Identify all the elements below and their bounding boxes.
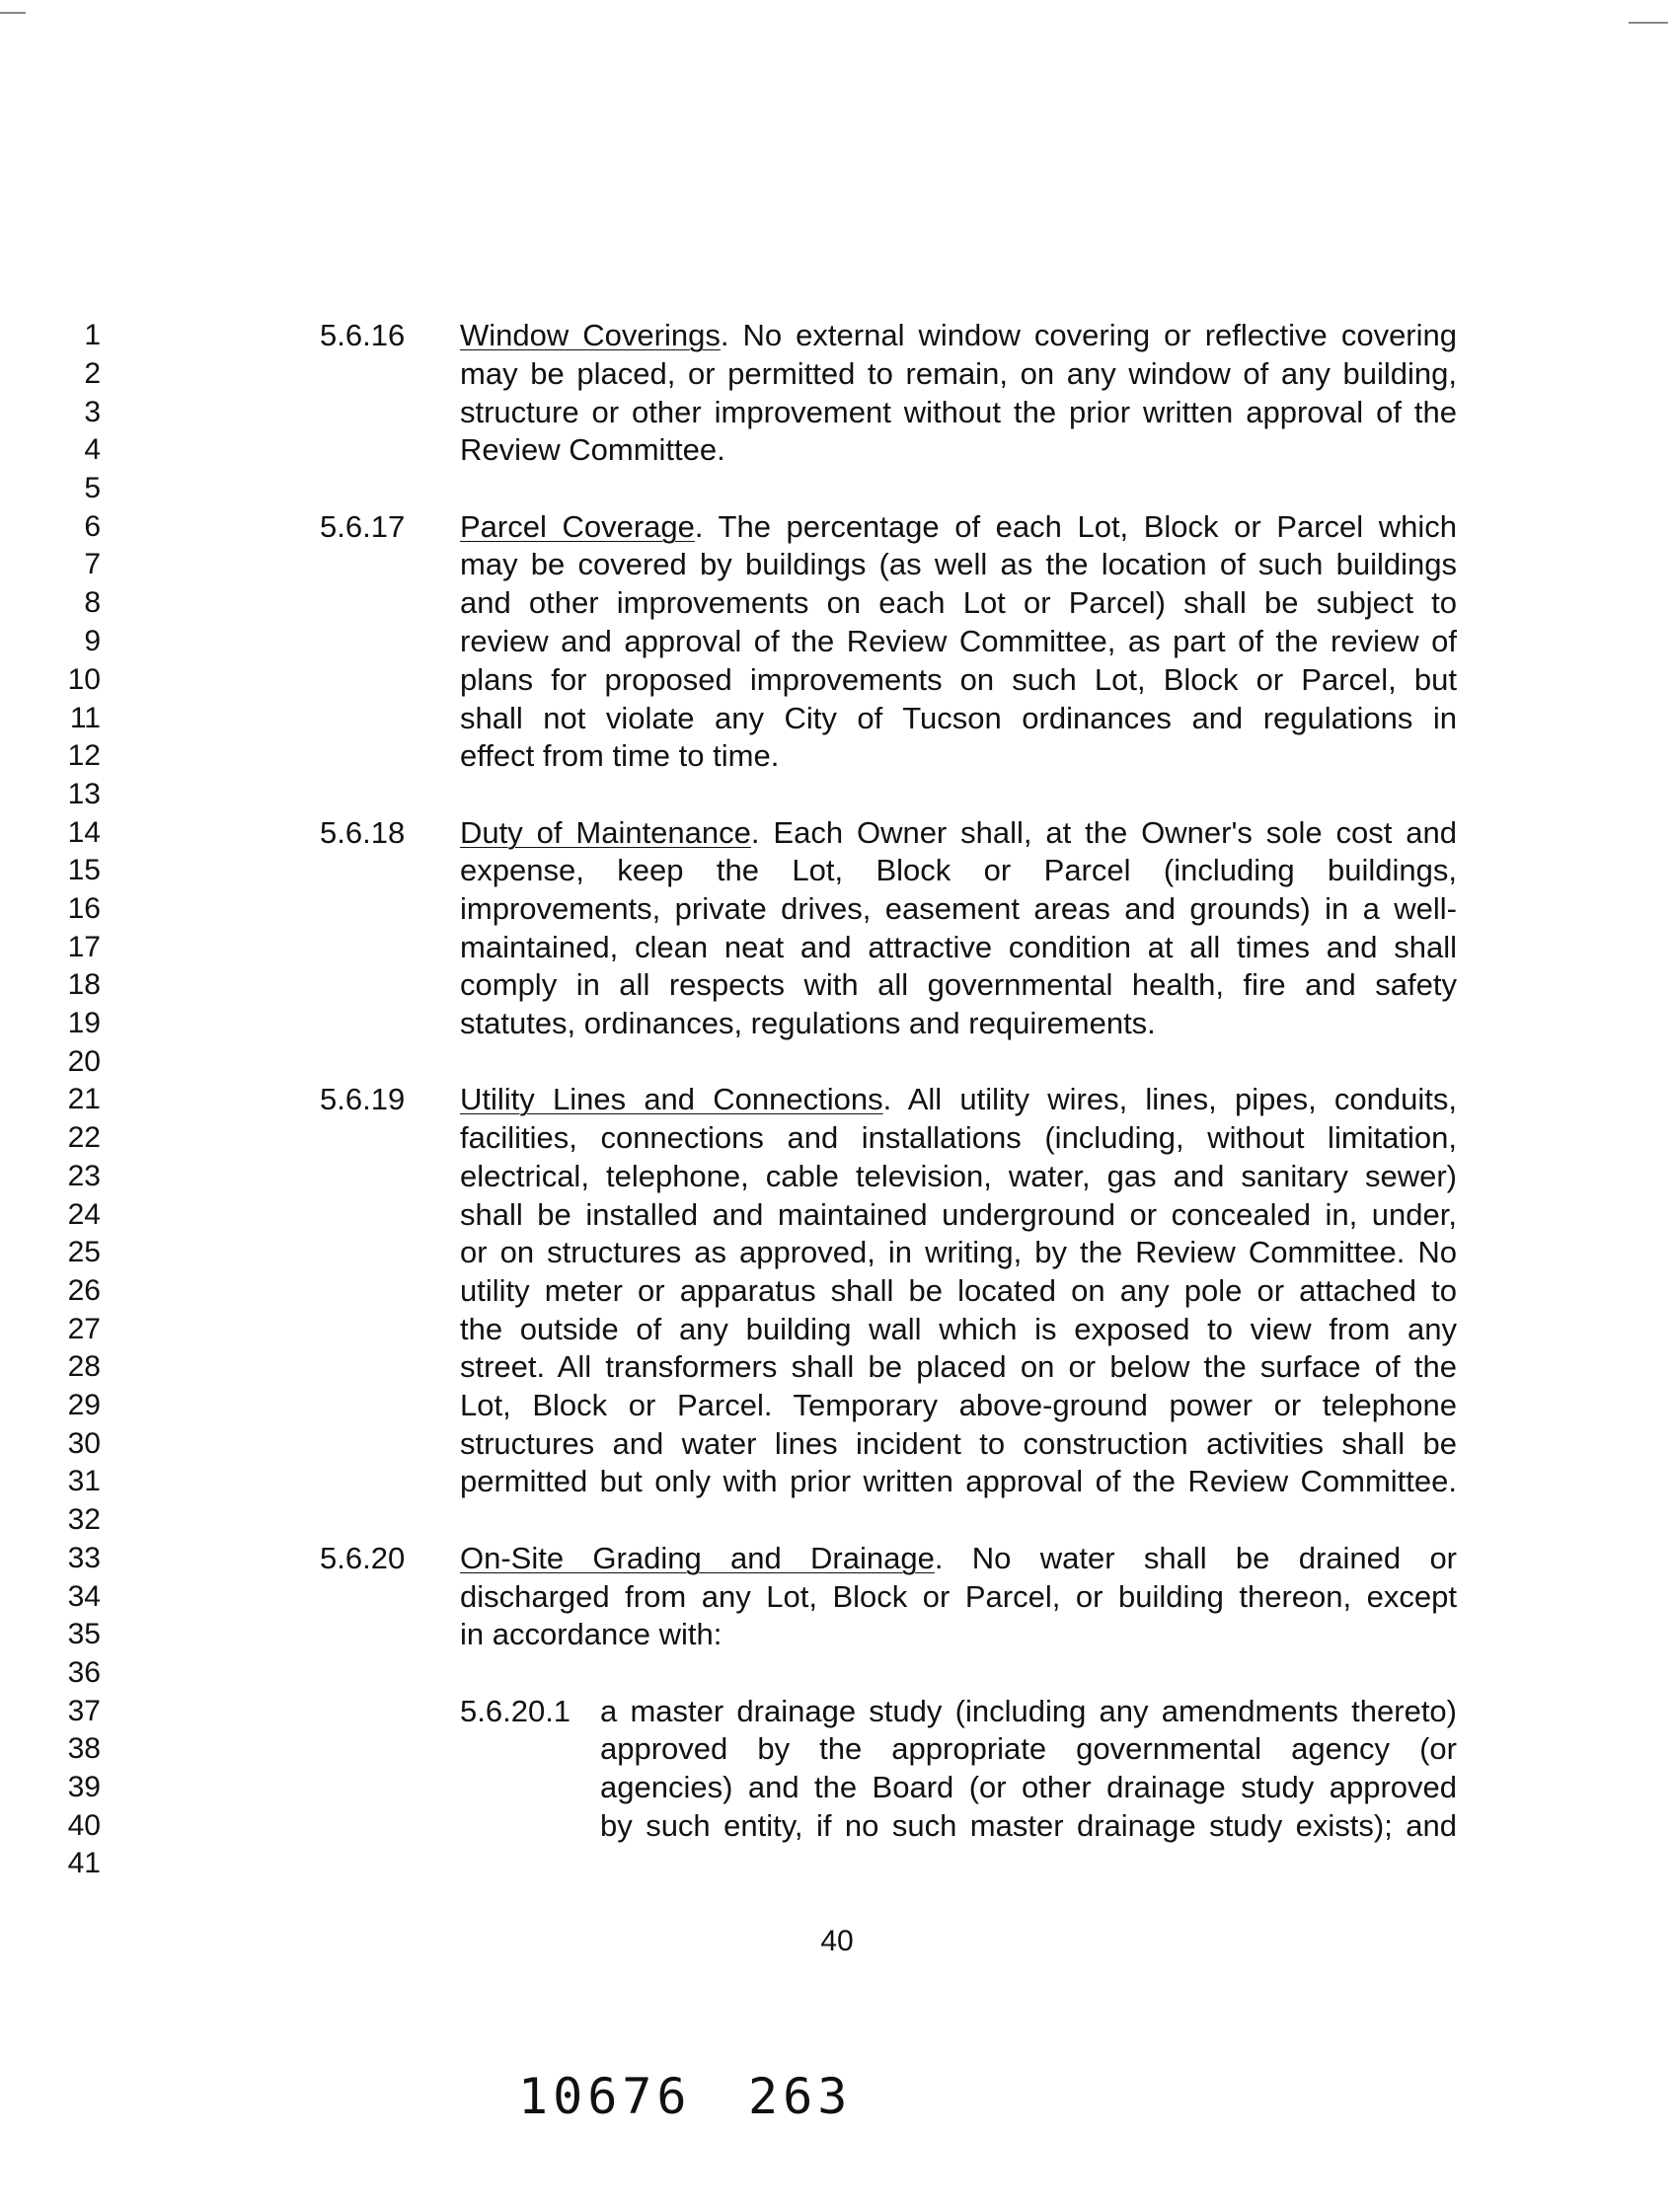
section-text-line: and other improvements on each Lot or Parcel) shall be subject to	[460, 585, 1457, 620]
line-number: 39	[67, 1771, 101, 1803]
section-text-line: or on structures as approved, in writing, by the Review Committee. No	[460, 1235, 1457, 1269]
section-text-line: Review Committee.	[460, 432, 725, 467]
section-text-line: Window Coverings. No external window covering or reflective covering	[460, 318, 1457, 352]
line-number: 18	[67, 968, 101, 1001]
section-text-line: utility meter or apparatus shall be located on any pole or attached to	[460, 1273, 1457, 1308]
section-number: 5.6.16	[320, 318, 406, 352]
page-number: 40	[820, 1925, 854, 1957]
section-text-line: structures and water lines incident to construction activities shall be	[460, 1426, 1457, 1461]
section-text-line: On-Site Grading and Drainage. No water shall be drained or	[460, 1541, 1458, 1575]
line-number: 15	[67, 854, 101, 886]
section-text-line: shall be installed and maintained underground or concealed in, under,	[460, 1197, 1457, 1232]
line-number: 4	[84, 433, 101, 466]
scan-mark-left	[0, 12, 26, 14]
section-number: 5.6.19	[320, 1082, 406, 1116]
line-number: 11	[69, 702, 101, 734]
section-number: 5.6.20	[320, 1541, 406, 1575]
line-number: 5	[84, 472, 101, 504]
scan-mark-right	[1629, 22, 1668, 24]
line-number: 21	[67, 1083, 101, 1115]
section-text-line: improvements, private drives, easement areas and grounds) in a well-	[460, 891, 1457, 926]
line-number: 8	[84, 586, 101, 619]
line-number: 12	[67, 739, 101, 772]
line-number: 41	[67, 1847, 101, 1879]
subsection-text-line: agencies) and the Board (or other drainage study approved	[600, 1770, 1457, 1804]
section-text-line: expense, keep the Lot, Block or Parcel (including buildings,	[460, 853, 1457, 887]
line-number: 24	[67, 1198, 101, 1231]
subsection-text-line: by such entity, if no such master drainage study exists); and	[600, 1808, 1457, 1843]
line-number: 38	[67, 1732, 101, 1765]
section-text-line: facilities, connections and installations (including, without limitation,	[460, 1120, 1457, 1155]
section-text-line: Lot, Block or Parcel. Temporary above-ground power or telephone	[460, 1388, 1457, 1422]
section-text-line: shall not violate any City of Tucson ordinances and regulations in	[460, 701, 1457, 735]
subsection-number: 5.6.20.1	[460, 1694, 571, 1728]
line-number: 25	[67, 1236, 101, 1268]
line-number: 1	[84, 319, 101, 351]
section-text-line: statutes, ordinances, regulations and requirements.	[460, 1006, 1156, 1040]
line-number: 3	[84, 396, 101, 428]
line-number: 36	[67, 1656, 101, 1689]
subsection-text-line: a master drainage study (including any amendments thereto)	[600, 1694, 1457, 1728]
line-number: 9	[84, 625, 101, 657]
section-number: 5.6.18	[320, 815, 406, 850]
subsection-text-line: approved by the appropriate governmental agency (or	[600, 1731, 1457, 1766]
section-heading: Duty of Maintenance	[460, 815, 751, 850]
line-number: 37	[67, 1695, 101, 1727]
section-heading: Parcel Coverage	[460, 509, 695, 544]
section-text-line: street. All transformers shall be placed on or below the surface of the	[460, 1349, 1457, 1384]
line-number: 32	[67, 1503, 101, 1536]
line-number: 20	[67, 1045, 101, 1078]
section-text-line: may be covered by buildings (as well as the location of such buildings	[460, 547, 1457, 581]
section-text-line: Duty of Maintenance. Each Owner shall, at the Owner's sole cost and	[460, 815, 1457, 850]
section-text-line: Parcel Coverage. The percentage of each Lot, Block or Parcel which	[460, 509, 1457, 544]
section-text-line: review and approval of the Review Committee, as part of the review of	[460, 624, 1457, 658]
line-number: 33	[67, 1542, 101, 1574]
line-number: 29	[67, 1389, 101, 1421]
line-number: 40	[67, 1809, 101, 1842]
section-heading: Window Coverings	[460, 318, 721, 352]
section-text-line: may be placed, or permitted to remain, on any window of any building,	[460, 356, 1457, 391]
line-number: 23	[67, 1160, 101, 1192]
line-number: 7	[84, 548, 101, 580]
section-text-line: comply in all respects with all governmental health, fire and safety	[460, 967, 1457, 1002]
section-heading: On-Site Grading and Drainage	[460, 1541, 935, 1575]
book-number: 10676	[518, 2068, 692, 2125]
section-text-line: in accordance with:	[460, 1617, 723, 1651]
line-number: 31	[67, 1465, 101, 1497]
section-text-line: discharged from any Lot, Block or Parcel, or building thereon, except	[460, 1579, 1457, 1614]
line-number: 22	[67, 1121, 101, 1154]
line-number: 17	[67, 931, 101, 963]
section-text-line: plans for proposed improvements on such Lot, Block or Parcel, but	[460, 662, 1457, 697]
line-number: 2	[84, 357, 101, 390]
line-number: 27	[67, 1313, 101, 1345]
section-heading: Utility Lines and Connections	[460, 1082, 883, 1116]
section-text-line: effect from time to time.	[460, 738, 780, 773]
line-number: 19	[67, 1007, 101, 1039]
line-number: 34	[67, 1580, 101, 1613]
line-number: 14	[67, 816, 101, 849]
section-text-line: maintained, clean neat and attractive condition at all times and shall	[460, 930, 1457, 964]
section-text-line: permitted but only with prior written approval of the Review Committee.	[460, 1464, 1457, 1498]
line-number: 35	[67, 1618, 101, 1650]
line-number: 28	[67, 1350, 101, 1383]
section-text-line: the outside of any building wall which is exposed to view from any	[460, 1312, 1457, 1346]
line-number: 6	[84, 510, 101, 543]
line-number: 30	[67, 1427, 101, 1460]
section-number: 5.6.17	[320, 509, 406, 544]
book-page-number: 263	[748, 2068, 853, 2125]
line-number: 16	[67, 892, 101, 925]
line-number: 13	[67, 778, 101, 810]
section-text-line: structure or other improvement without the prior written approval of the	[460, 395, 1457, 429]
section-text-line: Utility Lines and Connections. All utility wires, lines, pipes, conduits,	[460, 1082, 1457, 1116]
line-number: 26	[67, 1274, 101, 1307]
line-number: 10	[67, 663, 101, 696]
section-text-line: electrical, telephone, cable television, water, gas and sanitary sewer)	[460, 1159, 1457, 1193]
